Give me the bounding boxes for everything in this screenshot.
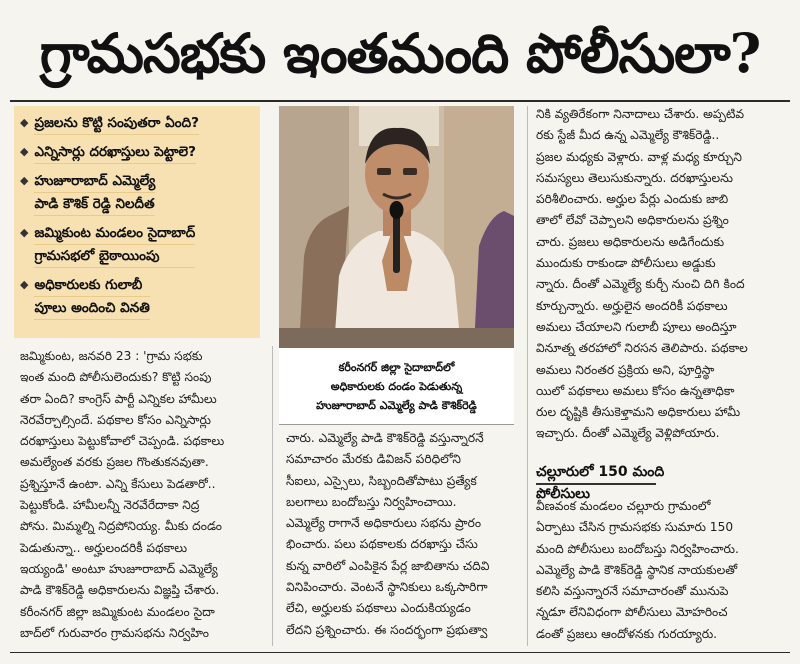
highlight-line: పూలు అందించి వినతి: [34, 297, 149, 320]
highlight-line: హుజూరాబాద్ ఎమ్మెల్యే: [34, 170, 155, 193]
highlight-line: గ్రామసభలో బైఠాయింపు: [34, 245, 195, 268]
highlight-line: ప్రజలను కొట్టి సంపుతరా ఏంది?: [34, 112, 198, 135]
news-photo: [279, 106, 514, 348]
text-line: జమ్మికుంట, జనవరి 23 : 'గ్రామ సభకు: [20, 349, 203, 363]
bullet-icon: ◆: [20, 174, 29, 187]
text-line: న్నడూ లేనివిధంగా పోలీసులు మోహరించ: [536, 605, 728, 620]
text-line: పరిశీలించారు. అర్హుల పేర్లు ఎందుకు జాబి: [536, 192, 729, 207]
text-line: అమలు నిరంతర ప్రక్రియ అని, పూర్తిస్థా: [536, 362, 715, 377]
bullet-icon: ◆: [20, 278, 29, 291]
highlight-item: [20, 141, 254, 164]
text-line: పెట్టుకోండి. హామీలన్నీ నెరవేరేదాకా నిద్ర: [20, 498, 200, 513]
headline: గ్రామసభకు ఇంతమంది పోలీసులా?: [39, 21, 761, 85]
highlight-line: ఎన్నిసార్లు దరఖాస్తులు పెట్టాలె?: [34, 141, 195, 164]
text-line: ప్రజల మధ్యకు వెళ్లారు. వాళ్ల మధ్య కూర్చుని: [536, 149, 742, 164]
text-line: వినిపించారు. వెంటనే స్థానికులు ఒక్కసారిగా: [286, 580, 488, 595]
text-line: చారు. ప్రజలు అధికారులను అడిగేందుకు: [536, 234, 725, 249]
text-line: తరా ఏంది? కాంగ్రెస్ పార్టీ ఎన్నికల హామీలు: [20, 391, 217, 406]
caption-line: హుజూరాబాద్ ఎమ్మెల్యే పాడి కౌశిక్‌రెడ్డి: [316, 398, 477, 412]
text-line: ఇచ్చారు. దీంతో ఎమ్మెల్యే వెళ్లిపోయారు.: [536, 426, 720, 441]
text-line: యిలో పథకాలు అమలు కోసం ఉన్నతాధికా: [536, 383, 735, 398]
highlight-line: అధికారులకు గులాబీ: [34, 274, 149, 297]
article-column-right: [536, 104, 790, 445]
caption-line: కరీంనగర్ జిల్లా సైదాబాద్‌లో: [338, 360, 455, 374]
text-line: లేదని ప్రశ్నించారు. ఈ సందర్భంగా ప్రభుత్వా: [286, 622, 488, 637]
highlights-box: [14, 106, 260, 338]
text-line: నెరవేర్చాల్సిందే. పథకాల కోసం ఎన్నిసార్లు: [20, 412, 211, 427]
text-line: బాద్‌లో గురువారం గ్రామసభను నిర్వహిం: [20, 625, 209, 640]
highlight-item: [20, 222, 254, 268]
text-line: తాలో లేవో చెప్పాలని అధికారులను ప్రశ్నిం: [536, 213, 729, 228]
text-line: రుల దృష్టికి తీసుకెళ్తామని అధికారులు హామీ: [536, 405, 741, 420]
text-line: దరఖాస్తులు పెట్టుకోవాలో చెప్పండి. పథకాలు: [20, 434, 225, 449]
highlight-item: [20, 274, 254, 320]
text-line: పెడుతున్నా.. అర్హులందరికీ పథకాలు: [20, 540, 188, 555]
article-column-right-sub: [536, 496, 790, 645]
article-column-left: [20, 346, 270, 644]
caption-line: అధికారులకు దండం పెడుతున్న: [330, 379, 463, 393]
text-line: కున్న వారిలో ఎంపికైన పేర్ల జాబితాను చదివి: [286, 558, 490, 573]
text-line: సమస్యలు తెలుసుకున్నారు. దరఖాస్తులను: [536, 170, 733, 185]
bottom-rule: [10, 652, 790, 653]
text-line: పాడి కౌశిక్‌రెడ్డి అధికారులను విజ్ఞప్తి చేశారు.: [20, 583, 220, 598]
text-line: అమలు చేయాలని గులాబీ పూలు అందిస్తూ: [536, 319, 737, 334]
text-line: డంతో ప్రజలు ఆందోళనకు గురయ్యారు.: [536, 626, 718, 641]
column-divider: [527, 106, 528, 646]
text-line: ప్రశ్నిస్తూనే ఉంటా. ఎన్ని కేసులు పెడతారో..: [20, 476, 216, 491]
highlight-item: [20, 112, 254, 135]
subheading-rule: [536, 483, 656, 485]
text-line: కలిసి వస్తున్నారనే సమాచారంతో మునుపె: [536, 584, 729, 599]
text-line: పోను. మిమ్మల్ని నిద్రపోనియ్య. మీకు దండం: [20, 519, 222, 534]
highlight-line: పాడి కౌశిక్ రెడ్డి నిలదీత: [34, 193, 155, 216]
text-line: సీఐలు, ఎస్సైలు, సిబ్బందితోపాటు ప్రత్యేక: [286, 473, 477, 488]
headline-rule: [10, 100, 790, 102]
column-divider: [272, 346, 273, 646]
text-line: రకు స్టేజీ మీద ఉన్న ఎమ్మెల్యే కౌశిక్‌రెడ్డి..: [536, 128, 720, 143]
text-line: కరీంనగర్ జిల్లా జమ్మికుంట మండలం సైదా: [20, 604, 215, 619]
text-line: ఇయ్యండి' అంటూ హుజూరాబాద్ ఎమ్మెల్యే: [20, 561, 218, 576]
text-line: ముందుకు రాకుండా పోలీసులు అడ్డుకు: [536, 256, 716, 271]
text-line: సమాచారం మేరకు డివిజన్ పరిధిలోని: [286, 452, 461, 467]
text-line: ఎమ్మెల్యే పాడి కౌశిక్‌రెడ్డి స్థానిక నాయకులతో: [536, 562, 738, 577]
subheading: చల్లూరులో 150 మంది పోలీసులు: [536, 464, 665, 502]
highlight-line: జమ్మికుంట మండలం సైదాబాద్: [34, 222, 195, 245]
text-line: చారు. ఎమ్మెల్యే పాడి కౌశిక్‌రెడ్డి వస్తున్నారనే: [286, 431, 484, 445]
article-column-middle: [286, 428, 518, 641]
highlight-item: [20, 170, 254, 216]
bullet-icon: ◆: [20, 145, 29, 158]
text-line: వినూత్న తరహాలో నిరసన తెలిపారు. పథకాల: [536, 341, 748, 356]
text-line: ఎమ్మెల్యే రాగానే అధికారులు సభను ప్రారం: [286, 516, 482, 531]
text-line: భించారు. పలు పథకాలకు దరఖాస్తు చేసు: [286, 537, 478, 552]
text-line: అమల్యేంత వరకు ప్రజల గొంతుకనవుతా.: [20, 455, 209, 470]
text-line: న్నారు. దీంతో ఎమ్మెల్యే కుర్చీ నుంచి దిగి కింద: [536, 277, 745, 292]
bullet-icon: ◆: [20, 116, 29, 129]
text-line: వీణవంక మండలం చల్లూరు గ్రామంలో: [536, 499, 711, 513]
mla-photo-illustration: [279, 106, 514, 348]
text-line: ఏర్పాటు చేసిన గ్రామసభకు సుమారు 150: [536, 520, 734, 535]
text-line: లేచి, అర్హులకు పథకాలు ఎందుకియ్యడం: [286, 601, 471, 616]
text-line: నికి వ్యతిరేకంగా నినాదాలు చేశారు. అప్పటివ: [536, 107, 745, 121]
text-line: కూర్చున్నారు. అర్హులైన అందరికీ పథకాలు: [536, 298, 728, 313]
text-line: బలగాలు బందోబస్తు నిర్వహించాయి.: [286, 494, 457, 509]
photo-caption: [279, 348, 514, 425]
bullet-icon: ◆: [20, 226, 29, 239]
text-line: ఇంత మంది పోలీసులెందుకు? కొట్టి సంపు: [20, 370, 212, 385]
text-line: మంది పోలీసులు బందోబస్తు నిర్వహించారు.: [536, 541, 739, 556]
